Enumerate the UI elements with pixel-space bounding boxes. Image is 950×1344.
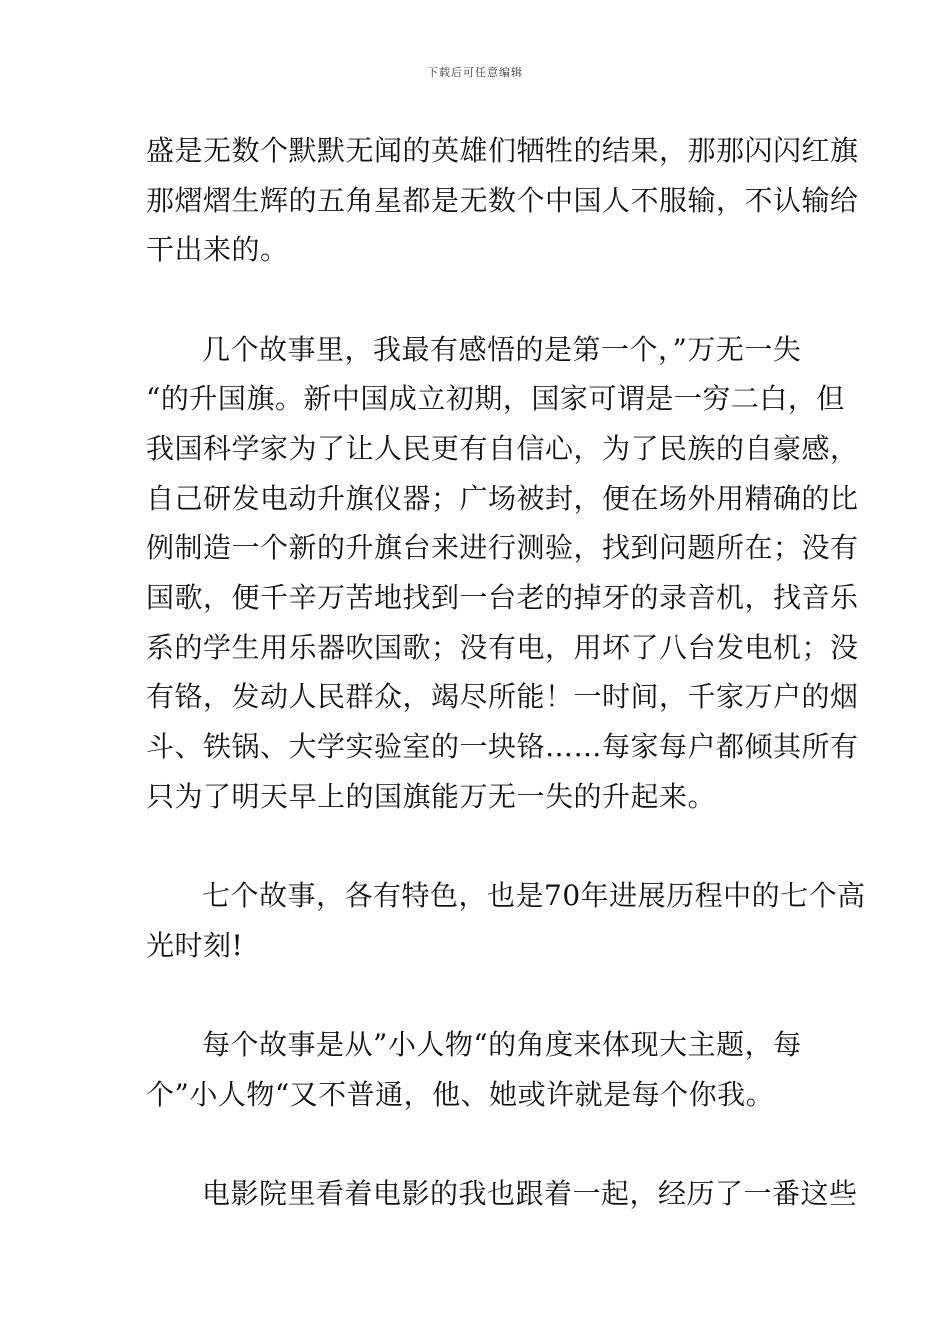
text-line: “的升国旗。新中国成立初期，国家可谓是一穷二白，但 (146, 382, 845, 415)
text-line: 干出来的。 (146, 233, 289, 266)
text-line: 只为了明天早上的国旗能万无一失的升起来。 (146, 780, 717, 813)
text-line: 国歌，便千辛万苦地找到一台老的掉牙的录音机，找音乐 (146, 581, 859, 614)
text-line: 个”小人物“又不普通，他、她或许就是每个你我。 (146, 1078, 775, 1111)
text-line: 我国科学家为了让人民更有自信心，为了民族的自豪感， (146, 432, 859, 465)
text-line: 自己研发电动升旗仪器；广场被封，便在场外用精确的比 (146, 482, 859, 515)
text-line: 那熠熠生辉的五角星都是无数个中国人不服输，不认输给 (146, 184, 859, 217)
text-line: 光时刻! (146, 929, 244, 962)
paragraph-start-line: 电影院里看着电影的我也跟着一起，经历了一番这些 (202, 1177, 858, 1210)
paragraph-start-line: 每个故事是从”小人物“的角度来体现大主题，每 (202, 1028, 802, 1061)
page-header-note: 下载后可任意编辑 (427, 66, 523, 79)
text-line: 有铬，发动人民群众，竭尽所能！一时间，千家万户的烟 (146, 680, 859, 713)
text-line: 盛是无数个默默无闻的英雄们牺牲的结果，那那闪闪红旗 (146, 134, 859, 167)
text-line: 例制造一个新的升旗台来进行测验，找到问题所在；没有 (146, 531, 859, 564)
paragraph-start-line: 几个故事里，我最有感悟的是第一个，”万无一失 (202, 333, 802, 366)
paragraph-start-line: 七个故事，各有特色，也是70年进展历程中的七个高 (202, 879, 866, 912)
text-line: 系的学生用乐器吹国歌；没有电，用坏了八台发电机；没 (146, 631, 859, 664)
text-line: 斗、铁锅、大学实验室的一块铬……每家每户都倾其所有 (146, 730, 859, 763)
